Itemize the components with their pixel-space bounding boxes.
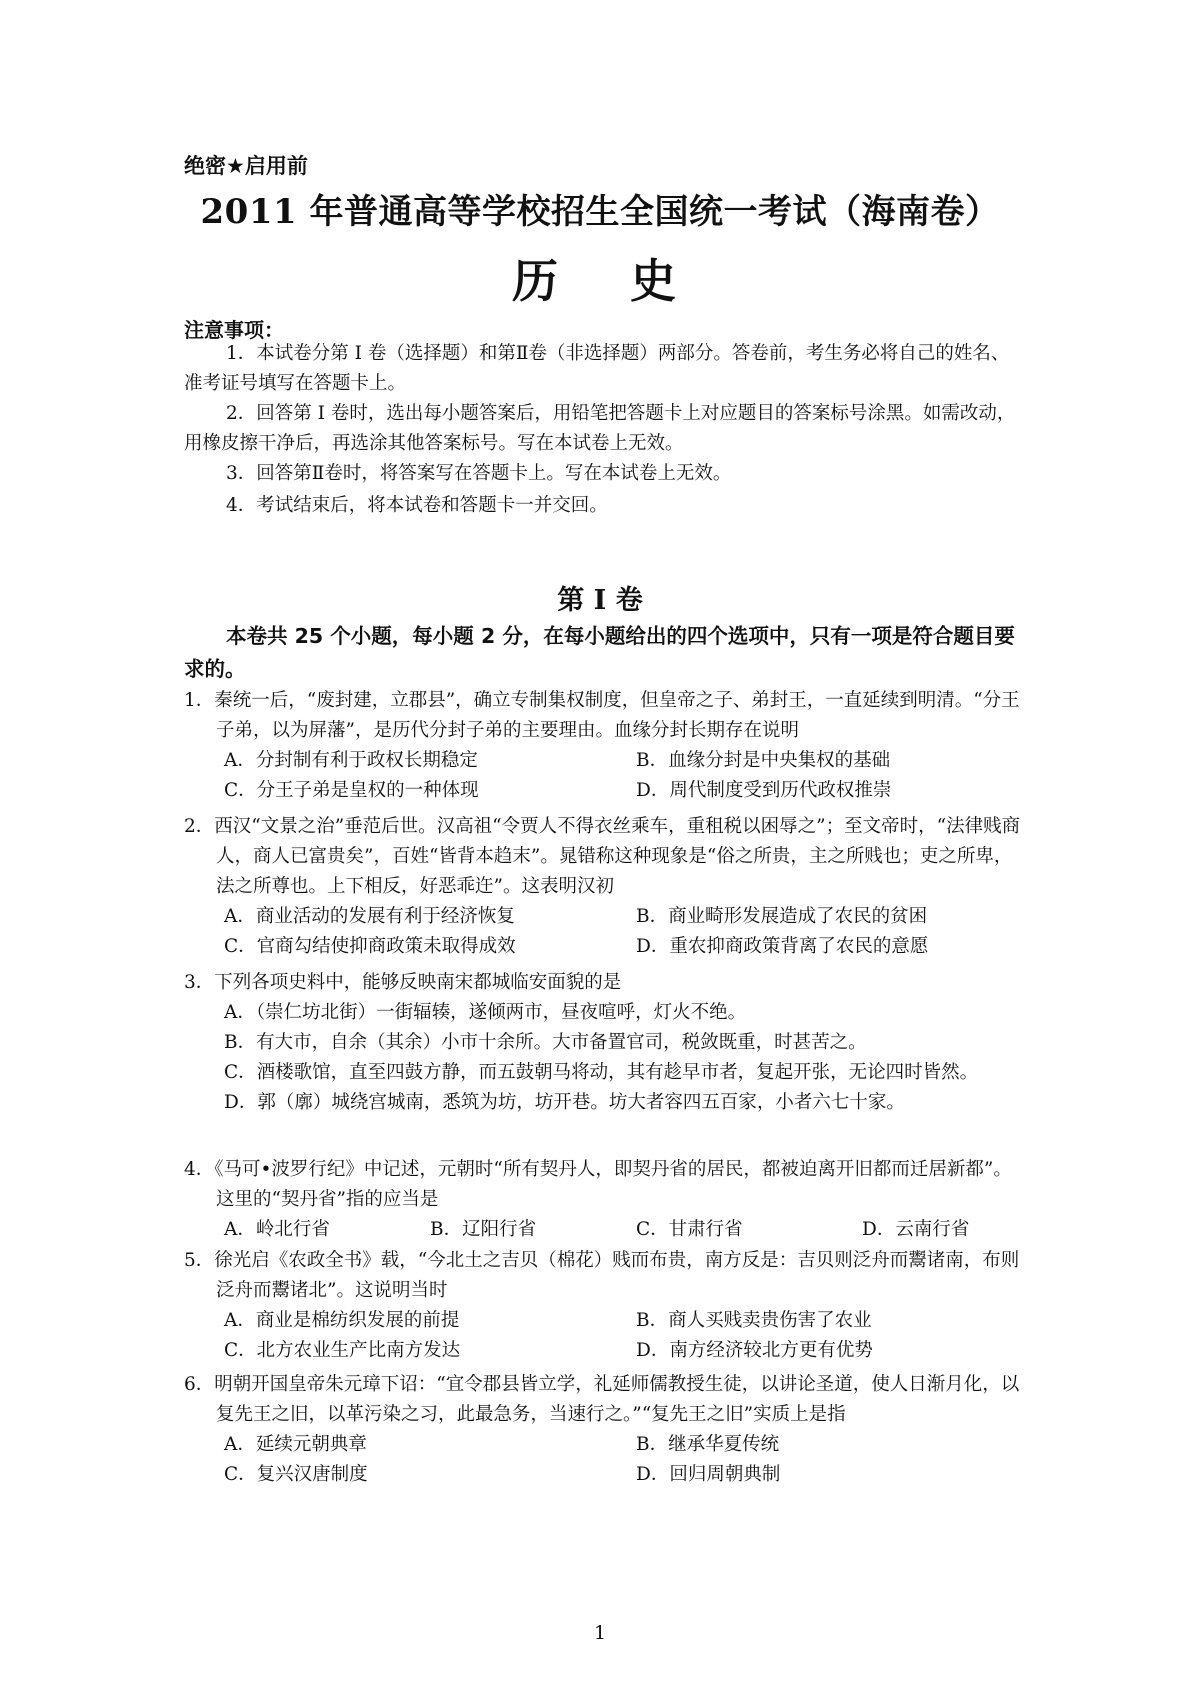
notice-item: 3．回答第Ⅱ卷时，将答案写在答题卡上。写在本试卷上无效。 <box>226 463 732 484</box>
option-d: D．回归周朝典制 <box>636 1464 781 1485</box>
secret-mark: 绝密★启用前 <box>184 154 308 178</box>
question-stem: 2．西汉“文景之治”垂范后世。汉高祖“令贾人不得衣丝乘车，重租税以困辱之”；至文帝时，“法律贱商人，商人已富贵矣”，百姓“皆背本趋末”。晁错称这种现象是“俗之所贵，主之所贱也；吏之所卑，法之所尊也。上下相反，好恶乖迕”。这表明汉初 <box>184 816 1021 897</box>
option-d: D．云南行省 <box>862 1219 970 1240</box>
question-3 <box>184 968 1026 1118</box>
option-c: C．北方农业生产比南方发达 <box>224 1340 461 1361</box>
option-c: C．酒楼歌馆，直至四鼓方静，而五鼓朝马将动，其有趁早市者，复起开张，无论四时皆然。 <box>224 1062 979 1083</box>
subject-title: 历史 <box>512 254 748 308</box>
option-b: B．继承华夏传统 <box>636 1434 780 1455</box>
options-grid <box>184 902 1026 962</box>
options-row <box>184 1215 1026 1245</box>
question-stem: 1．秦统一后，“废封建，立郡县”，确立专制集权制度，但皇帝之子、弟封王，一直延续到明清。“分王子弟，以为屏藩”，是历代分封子弟的主要理由。血缘分封长期存在说明 <box>184 690 1020 741</box>
options-grid <box>184 1306 1026 1366</box>
option-a: A．商业活动的发展有利于经济恢复 <box>224 906 515 927</box>
question-1 <box>184 686 1026 806</box>
option-b: B．辽阳行省 <box>430 1219 537 1240</box>
question-2 <box>184 812 1026 962</box>
option-a: A．商业是棉纺织发展的前提 <box>224 1310 460 1331</box>
option-c: C．甘肃行省 <box>636 1219 743 1240</box>
exam-title: 2011 年普通高等学校招生全国统一考试（海南卷） <box>200 192 1000 232</box>
question-5 <box>184 1246 1026 1366</box>
question-4 <box>184 1155 1026 1245</box>
option-b: B．血缘分封是中央集权的基础 <box>636 750 891 771</box>
option-c: C．官商勾结使抑商政策未取得成效 <box>224 936 516 957</box>
notice-item: 2．回答第 I 卷时，选出每小题答案后，用铅笔把答题卡上对应题目的答案标号涂黑。如需改动，用橡皮擦干净后，再选涂其他答案标号。写在本试卷上无效。 <box>184 403 1016 454</box>
notice-item: 4．考试结束后，将本试卷和答题卡一并交回。 <box>226 495 608 516</box>
option-d: D．郭（廓）城绕宫城南，悉筑为坊，坊开巷。坊大者容四五百家，小者六七十家。 <box>224 1092 905 1113</box>
question-6 <box>184 1370 1026 1490</box>
section-title: 第 I 卷 <box>557 585 643 616</box>
question-stem: 6．明朝开国皇帝朱元璋下诏：“宜令郡县皆立学，礼延师儒教授生徒，以讲论圣道，使人日渐月化，以复先王之旧，以革污染之习，此最急务，当速行之。”“复先王之旧”实质上是指 <box>184 1374 1020 1425</box>
option-b: B．商业畸形发展造成了农民的贫困 <box>636 906 928 927</box>
question-stem: 4．《马可•波罗行纪》中记述，元朝时“所有契丹人，即契丹省的居民，都被迫离开旧都而迁居新都”。这里的“契丹省”指的应当是 <box>184 1159 1012 1210</box>
page-number: 1 <box>593 1622 607 1644</box>
options-grid <box>184 746 1026 806</box>
option-b: B．商人买贱卖贵伤害了农业 <box>636 1310 872 1331</box>
option-a: A．岭北行省 <box>224 1219 330 1240</box>
question-stem: 3．下列各项史料中，能够反映南宋都城临安面貌的是 <box>184 972 622 993</box>
option-a: A．（崇仁坊北街）一街辐辏，遂倾两市，昼夜喧呼，灯火不绝。 <box>224 1002 747 1023</box>
option-a: A．延续元朝典章 <box>224 1434 367 1455</box>
option-c: C．复兴汉唐制度 <box>224 1464 368 1485</box>
option-c: C．分王子弟是皇权的一种体现 <box>224 780 479 801</box>
section-intro: 本卷共 25 个小题，每小题 2 分，在每小题给出的四个选项中，只有一项是符合题目要求的。 <box>184 624 1015 681</box>
notice-item: 1．本试卷分第 I 卷（选择题）和第Ⅱ卷（非选择题）两部分。答卷前，考生务必将自己的姓名、准考证号填写在答题卡上。 <box>184 343 1010 394</box>
option-d: D．重农抑商政策背离了农民的意愿 <box>636 936 929 957</box>
option-a: A．分封制有利于政权长期稳定 <box>224 750 478 771</box>
option-b: B．有大市，自余（其余）小市十余所。大市备置官司，税敛既重，时甚苦之。 <box>224 1032 867 1053</box>
notice-heading: 注意事项： <box>184 318 284 342</box>
option-d: D．南方经济较北方更有优势 <box>636 1340 873 1361</box>
options-grid <box>184 1430 1026 1490</box>
question-stem: 5．徐光启《农政全书》载，“今北土之吉贝（棉花）贱而布贵，南方反是：吉贝则泛舟而鬻诸南，布则泛舟而鬻诸北”。这说明当时 <box>184 1250 1020 1301</box>
option-d: D．周代制度受到历代政权推崇 <box>636 780 892 801</box>
